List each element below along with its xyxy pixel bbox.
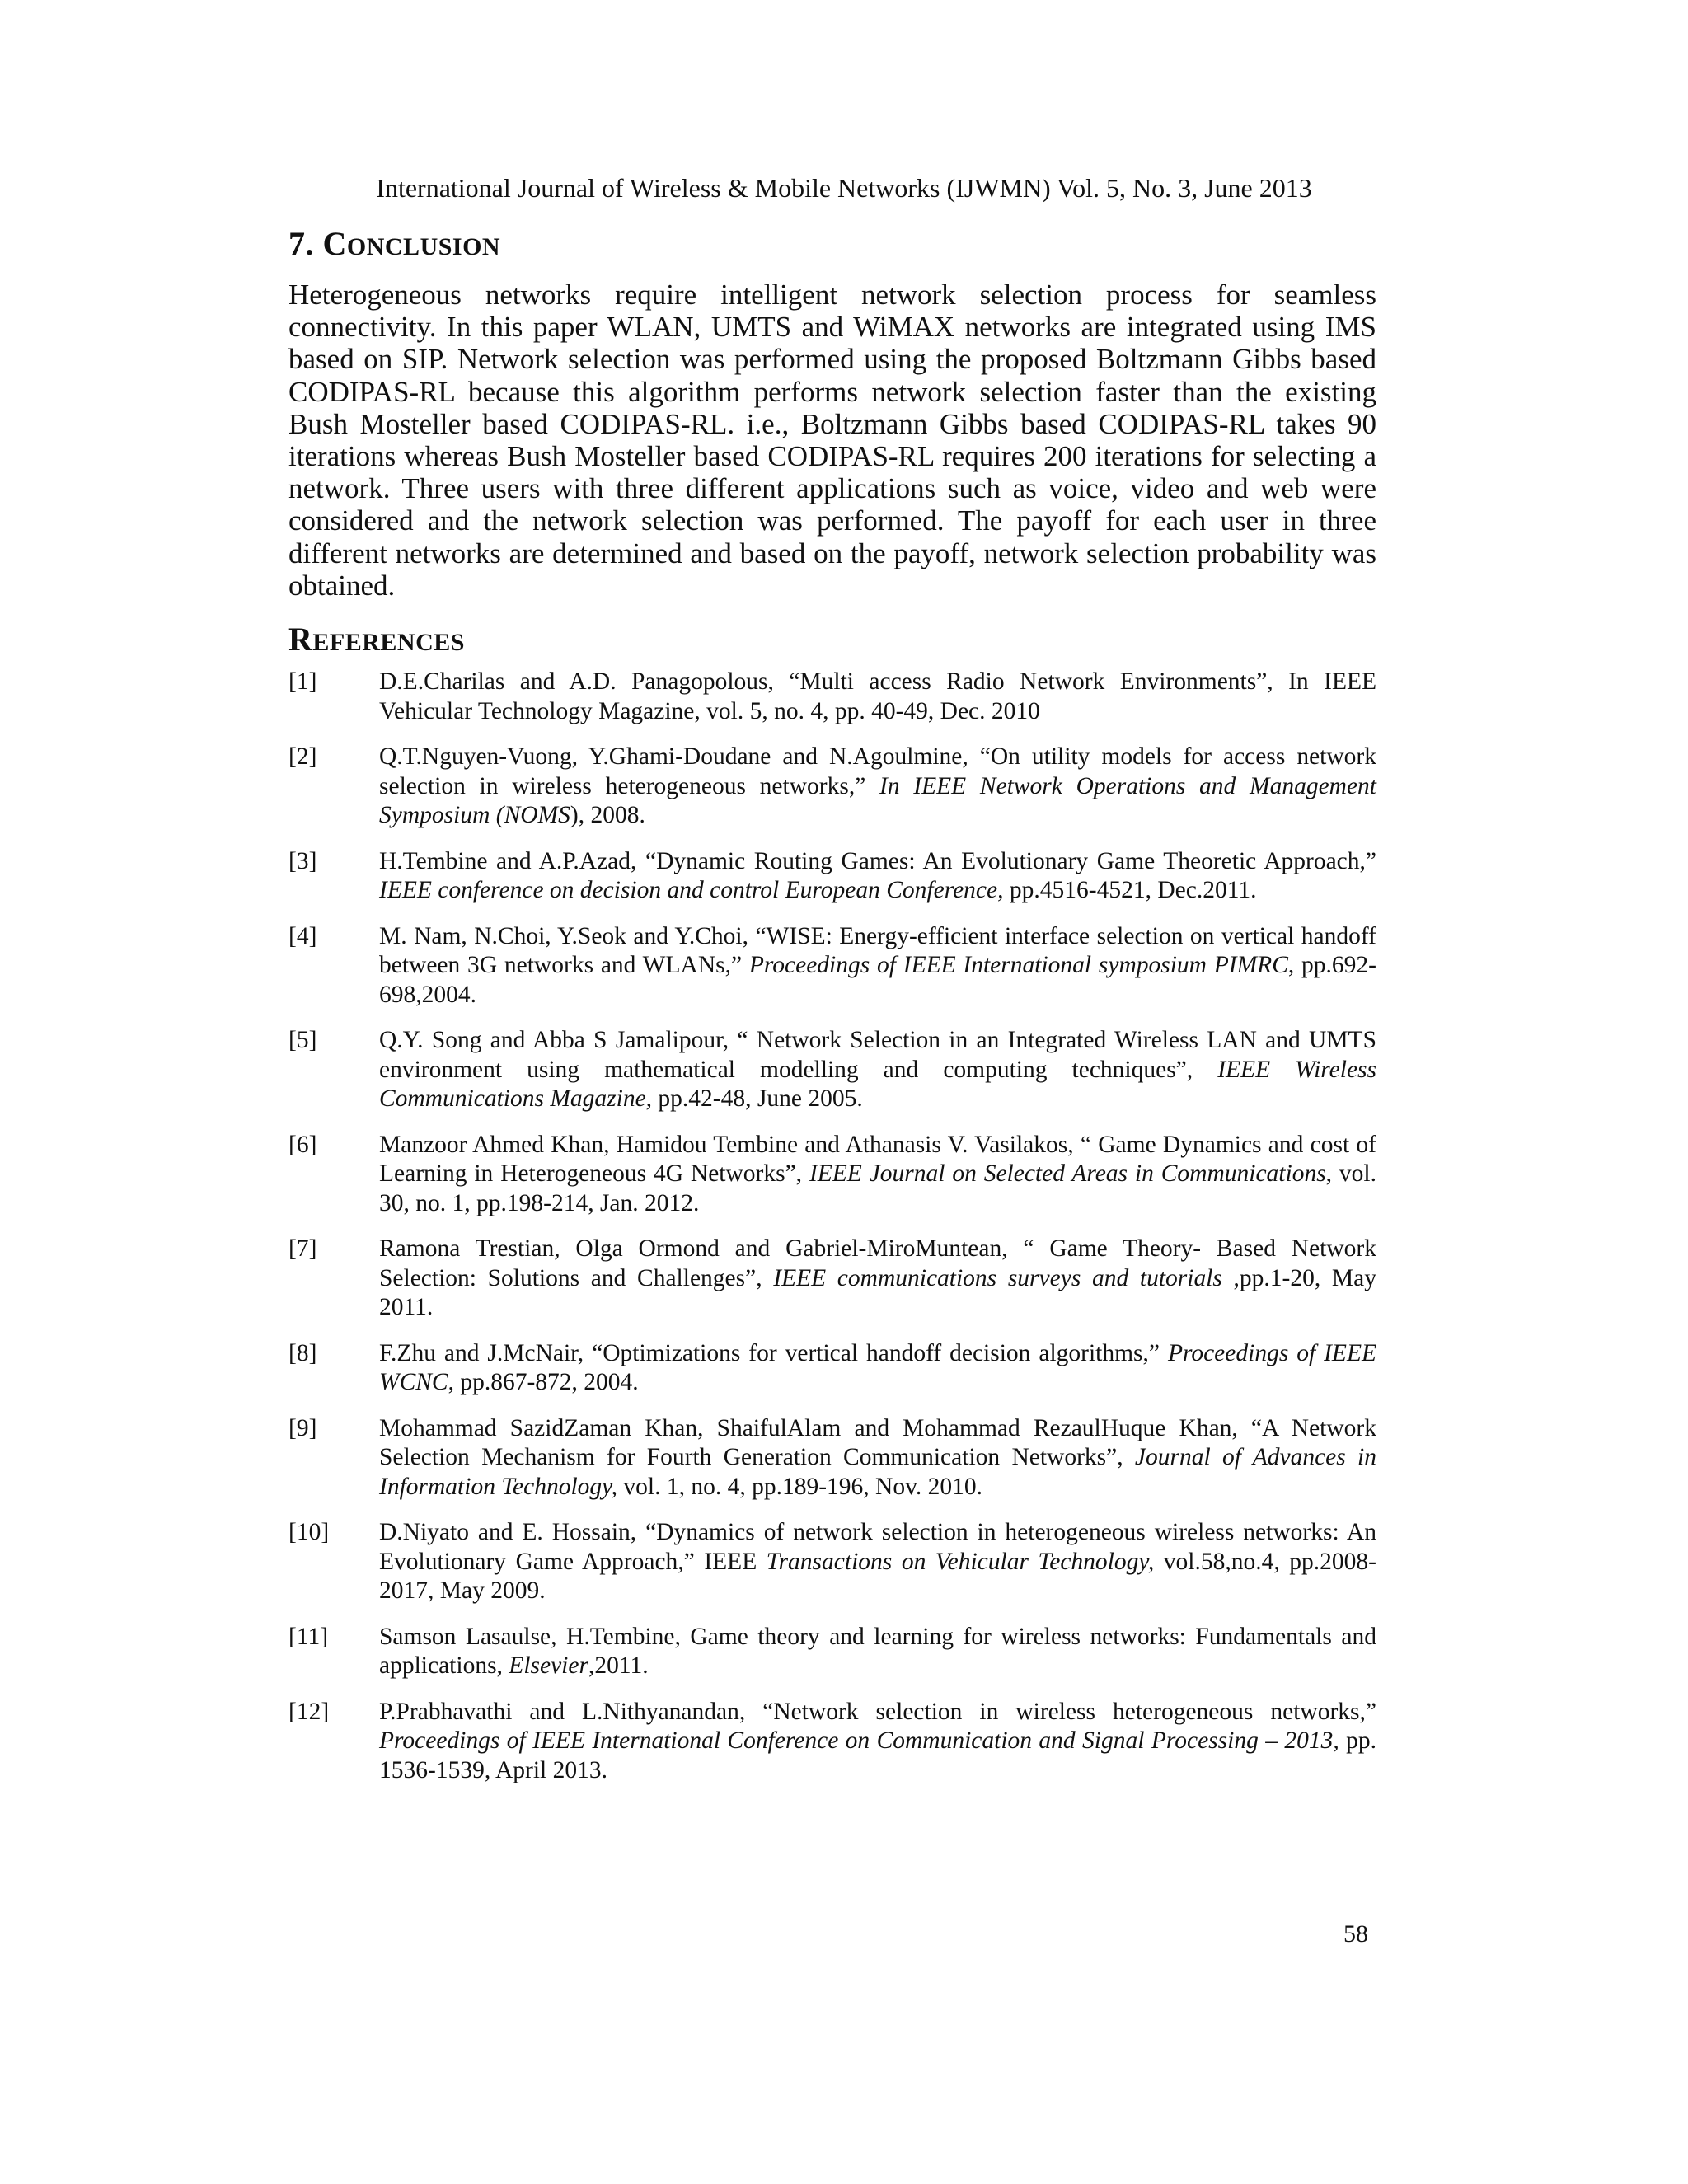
reference-text: Mohammad SazidZaman Khan, ShaifulAlam and Mohammad RezaulHuque Khan, “A Network Selection Mechanism for Fourth Generation Communication Networks”,: [379, 1414, 1376, 1470]
reference-item: [288, 668, 1376, 726]
reference-text: F.Zhu and J.McNair, “Optimizations for vertical handoff decision algorithms,”: [379, 1339, 1168, 1366]
reference-text: Ramona Trestian, Olga Ormond and Gabriel-MiroMuntean, “ Game Theory- Based Network Selection: Solutions and Challenges”,: [379, 1235, 1376, 1291]
reference-item: [288, 922, 1376, 1010]
reference-item: [288, 1623, 1376, 1681]
reference-text: H.Tembine and A.P.Azad, “Dynamic Routing Games: An Evolutionary Game Theoretic Approach,”: [379, 847, 1376, 874]
reference-text: Manzoor Ahmed Khan, Hamidou Tembine and Athanasis V. Vasilakos, “ Game Dynamics and cost of Learning in Heterogeneous 4G Networks”,: [379, 1131, 1376, 1187]
reference-venue: Proceedings of IEEE International Conference on Communication and Signal Processing – 2013,: [379, 1727, 1339, 1754]
running-header: International Journal of Wireless & Mobile Networks (IJWMN) Vol. 5, No. 3, June 2013: [376, 173, 1312, 203]
reference-venue: IEEE Journal on Selected Areas in Communications: [809, 1160, 1326, 1187]
reference-item: [288, 743, 1376, 831]
section-number: 7.: [288, 225, 323, 262]
reference-text: Samson Lasaulse, H.Tembine, Game theory and learning for wireless networks: Fundamentals and applications,: [379, 1623, 1376, 1679]
reference-venue: Proceedings of IEEE WCNC: [379, 1339, 1376, 1395]
reference-item: [288, 1339, 1376, 1398]
reference-details: pp. 1536-1539, April 2013.: [379, 1727, 1376, 1783]
reference-number: [12]: [288, 1698, 330, 1725]
reference-text: P.Prabhavathi and L.Nithyanandan, “Network selection in wireless heterogeneous networks,”: [379, 1698, 1376, 1725]
reference-text: Q.T.Nguyen-Vuong, Y.Ghami-Doudane and N.Agoulmine, “On utility models for access network selection in wireless heterogeneous networks,”: [379, 743, 1376, 799]
reference-venue: IEEE Wireless Communications Magazine,: [379, 1056, 1376, 1112]
reference-text: M. Nam, N.Choi, Y.Seok and Y.Choi, “WISE: Energy-efficient interface selection on vertical handoff between 3G networks and WLANs,”: [379, 922, 1376, 978]
reference-item: [288, 1026, 1376, 1114]
heading-initial: C: [322, 225, 347, 262]
reference-details: , pp.867-872, 2004.: [448, 1369, 639, 1395]
reference-venue: Elsevier: [509, 1652, 588, 1679]
reference-number: [3]: [288, 847, 317, 874]
reference-item: [288, 1698, 1376, 1786]
reference-text: Q.Y. Song and Abba S Jamalipour, “ Network Selection in an Integrated Wireless LAN and UMTS environment using mathematical modelling and computing techniques”,: [379, 1027, 1376, 1083]
reference-venue: Journal of Advances in Information Technology,: [379, 1444, 1376, 1500]
reference-number: [6]: [288, 1131, 317, 1158]
reference-details: , pp.692-698,2004.: [379, 952, 1376, 1008]
reference-number: [10]: [288, 1519, 330, 1545]
reference-details: ,pp.1-20, May 2011.: [379, 1264, 1376, 1320]
reference-item: [288, 1235, 1376, 1323]
references-list: [288, 668, 1376, 1802]
conclusion-paragraph: Heterogeneous networks require intelligent network selection process for seamless connectivity. In this paper WLAN, UMTS and WiMAX networks are integrated using IMS based on SIP. Network selection was performed using the proposed Boltzmann Gibbs based CODIPAS-RL because this algorithm performs network selection faster than the existing Bush Mosteller based CODIPAS-RL. i.e., Boltzmann Gibbs based CODIPAS-RL takes 90 iterations whereas Bush Mosteller based CODIPAS-RL requires 200 iterations for selecting a network. Three users with three different applications such as voice, video and web were considered and the network selection was performed. The payoff for each user in three different networks are determined and based on the payoff, network selection probability was obtained.: [288, 279, 1376, 602]
reference-number: [11]: [288, 1623, 329, 1650]
heading-rest: ONCLUSION: [346, 233, 501, 260]
reference-details: , vol. 30, no. 1, pp.198-214, Jan. 2012.: [379, 1160, 1376, 1216]
reference-number: [7]: [288, 1235, 317, 1262]
reference-details: ,2011.: [588, 1652, 649, 1679]
reference-details: vol.58,no.4, pp.2008-2017, May 2009.: [379, 1548, 1376, 1604]
reference-item: [288, 1414, 1376, 1502]
reference-details: pp.4516-4521, Dec.2011.: [1003, 877, 1257, 903]
reference-number: [2]: [288, 743, 317, 770]
reference-venue: In IEEE Network Operations and Management Symposium (NOMS: [379, 772, 1377, 828]
reference-item: [288, 1518, 1376, 1606]
reference-number: [9]: [288, 1414, 317, 1441]
reference-venue: Transactions on Vehicular Technology,: [766, 1548, 1155, 1575]
reference-details: vol. 1, no. 4, pp.189-196, Nov. 2010.: [617, 1473, 983, 1500]
reference-text: D.E.Charilas and A.D. Panagopolous, “Multi access Radio Network Environments”, In IEEE Vehicular Technology Magazine, vol. 5, no. 4, pp. 40-49, Dec. 2010: [379, 668, 1376, 724]
reference-number: [4]: [288, 922, 317, 949]
reference-number: [5]: [288, 1027, 317, 1053]
heading-rest: EFERENCES: [312, 629, 465, 656]
reference-details: ), 2008.: [570, 802, 645, 828]
reference-item: [288, 847, 1376, 906]
reference-item: [288, 1131, 1376, 1219]
heading-initial: R: [288, 621, 313, 658]
reference-details: pp.42-48, June 2005.: [652, 1085, 863, 1112]
reference-venue: IEEE communications surveys and tutorials: [773, 1264, 1222, 1291]
conclusion-heading: [288, 224, 500, 267]
reference-text: D.Niyato and E. Hossain, “Dynamics of network selection in heterogeneous wireless networks: An Evolutionary Game Approach,” IEEE: [379, 1519, 1376, 1575]
references-heading: [288, 620, 465, 663]
page-number: 58: [1343, 1920, 1368, 1947]
reference-venue: Proceedings of IEEE International symposium PIMRC: [748, 952, 1288, 978]
reference-venue: IEEE conference on decision and control European Conference,: [379, 877, 1004, 903]
reference-number: [8]: [288, 1339, 317, 1366]
reference-number: [1]: [288, 668, 317, 695]
